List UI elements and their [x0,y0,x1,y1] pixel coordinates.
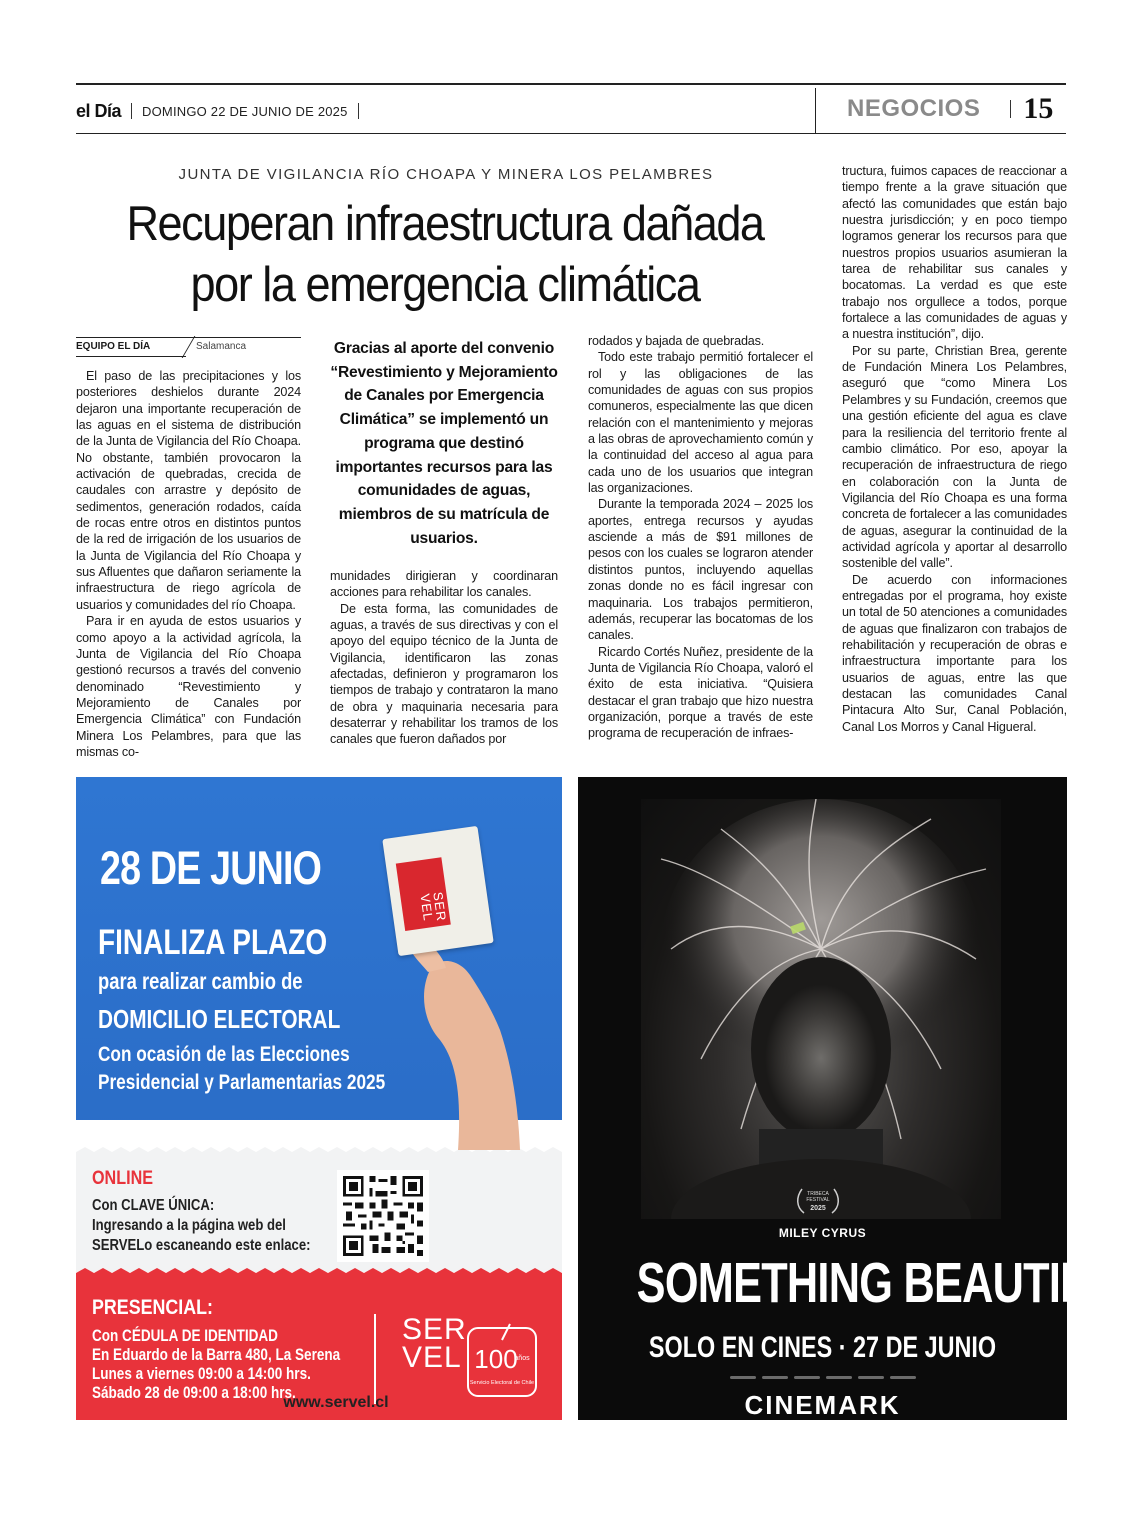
article-kicker: JUNTA DE VIGILANCIA RÍO CHOAPA Y MINERA LOS PELAMBRES [178,166,714,183]
servel-ad-date: 28 DE JUNIO [100,841,322,894]
credit-logo [890,1376,916,1379]
masthead [76,96,359,126]
servel-online-line: Ingresando a la página web del [92,1217,286,1234]
pull-quote: Gracias al aporte del convenio “Revestimiento y Mejoramiento de Canales por Emergencia Climática” se implementó un programa que destinó importantes recursos para las comunidades de aguas, miembros de su matrícula de usuarios. [330,340,558,547]
article-paragraph: Ricardo Cortés Nuñez, presidente de la Junta de Vigilancia Río Choapa, valoró el éxito de esta iniciativa. “Quisiera destacar el gran trabajo que hizo nuestra organización, porque a través de este programa de recuperación de infraes- [588,644,813,741]
qr-code-icon[interactable] [337,1170,429,1262]
movie-artist: MILEY CYRUS [778,1226,867,1240]
credit-logo [858,1376,884,1379]
anniv-label: Servicio Electoral de Chile [469,1380,535,1386]
servel-presencial-line: En Eduardo de la Barra 480, La Serena [92,1346,341,1364]
masthead-separator [358,103,359,119]
headline-line-2: por la emergencia climática [190,258,700,312]
byline-location: Salamanca [196,341,247,352]
festival-name: TRIBECA [807,1191,829,1197]
credit-logo [826,1376,852,1379]
newspaper-logo: el Día [76,100,122,121]
movie-title: SOMETHING BEAUTIFUL [636,1251,1142,1315]
servel-ad-deadline: FINALIZA PLAZO [98,923,328,962]
article-paragraph: rodados y bajada de quebradas. [588,334,765,348]
movie-release-label: SOLO EN CINES [648,1331,833,1364]
credit-logo [730,1376,756,1379]
servel-logo-divider [374,1314,376,1404]
article-paragraph: El paso de las precipitaciones y los posteriores deshielos durante 2024 dejaron una importante recuperación de las aguas en el sistema de distribución de la Junta de Vigilancia del Río Choapa. No obstante, también provocaron la activación de quebradas, crecida de caudales con arrastre y depósito de sedimentos, generación rodados, caída de rocas entre otros en distintos puntos de la red de irrigación de los usuarios de la Junta de Vigilancia del Río Choapa y sus Afluentes que dañaron seriamente la infraestructura de riego agrícola de usuarios y comunidades del río Choapa. [76,369,301,612]
headline-line-1: Recuperan infraestructura dañada [126,197,764,251]
article-paragraph: De esta forma, las comunidades de aguas, a través de sus directivas y con el apoyo del equipo técnico de la Junta de Vigilancia, identificaron las zonas afectadas, definieron y programaron los tiempos de trabajo y contrataron la mano de obra y maquinaria necesaria para desaterrar y rehabilitar los tramos de los canales que fueron dañados por [330,601,558,747]
section-header [815,88,1053,130]
servel-presencial-line: Sábado 28 de 09:00 a 18:00 hrs. [92,1384,296,1402]
voter-card-text: SER VEL [417,891,450,923]
servel-presencial-line: Con CÉDULA DE IDENTIDAD [92,1327,278,1345]
credit-logo [794,1376,820,1379]
header-bottom-rule [76,133,1066,134]
section-name: NEGOCIOS [847,95,981,122]
article-paragraph: Durante la temporada 2024 – 2025 los aportes, entrega recursos y ayudas asciende a más de $91 millones de pesos con los cuales se lograron atender distintos puntos, incluyendo aquellas zonas donde no es fácil ingresar con maquinaria. Los trabajos permitieron, además, recuperar las bocatomas de los canales. [588,497,813,643]
festival-year: 2025 [810,1205,826,1212]
section-divider [815,88,816,134]
section-separator [1010,100,1011,118]
article-paragraph: tructura, fuimos capaces de reaccionar a tiempo frente a la grave situación que afectó las comunidades que están bajo nuestra jurisdicción; y en poco tiempo logramos generar los recursos para que nuestros propios usuarios asumieran la tarea de rehabilitar sus canales y bocatomas. La verdad es que este trabajo nos orgullece a todos, porque fortalece a las comunidades de aguas y a nuestra institución”, dijo. [842,164,1067,342]
byline-underline [76,356,186,357]
movie-credit-logos [730,1376,916,1382]
article-column-3 [588,333,813,742]
byline [76,337,301,357]
byline-author: EQUIPO EL DÍA [76,341,151,352]
festival-laurel-icon [794,1185,842,1215]
article-paragraph: munidades dirigieran y coordinaran acciones para rehabilitar los canales. [330,569,558,600]
article-paragraph: Para ir en ayuda de estos usuarios y como apoyo a la actividad agrícola, la Junta de Vigilancia del Río Choapa gestionó recursos a través del convenio denominado “Revestimiento y Mejoramiento de Canales por Emergencia Climática” con Fundación Minera Los Pelambres, para que las mismas co- [76,614,301,759]
servel-website-link[interactable]: www.servel.cl [283,1394,389,1411]
servel-logo: SER VEL [402,1313,467,1374]
festival-label: FESTIVAL [806,1197,830,1203]
voter-card-label [396,857,451,931]
zigzag-divider [76,1268,562,1278]
article-column-4 [842,163,1067,735]
servel-online-line: SERVELo escaneando este enlace: [92,1237,311,1254]
article-paragraph: De acuerdo con informaciones entregadas por el programa, hoy existe un total de 50 atenciones a comunidades de aguas que finalizaron con trabajos de rehabilitación y recuperación de obras e infraestructura importante para los usuarios de aguas, entre las que destacan las comunidades Canal Pintacura Alto Sur, Canal Población, Canal Los Morros y Canal Higueral. [842,572,1067,734]
anniv-sub: años [514,1355,530,1362]
poster-artwork [641,799,1001,1219]
article-paragraph: Por su parte, Christian Brea, gerente de Fundación Minera Los Pelambres, aseguró que “como Minera Los Pelambres y su Fundación, creemos que una gestión eficiente del agua es clave para la resiliencia del territorio frente al cambio climático. Por eso, apoyar la recuperación de infraestructura de riego en colaboración con la Junta de Vigilancia del Río Choapa es una forma concreta de fortalecer a las comunidades de aguas, asegurar la continuidad de la actividad agrícola y aportar al desarrollo sostenible del valle”. [842,343,1067,571]
servel-presencial-text [92,1327,340,1403]
servel-ad-line: DOMICILIO ELECTORAL [98,1004,341,1034]
movie-release [632,1331,1013,1365]
voter-card [382,826,493,956]
article-headline [91,194,799,316]
servel-ad-occasion-line: Presidencial y Parlamentarias 2025 [98,1071,386,1094]
servel-online-text [92,1196,311,1256]
servel-ad-line: para realizar cambio de [98,968,303,994]
article-paragraph: Todo este trabajo permitió fortalecer el rol y las obligaciones de las comunidades de aguas con sus propios comuneros, especialmente las que dicen relación con el mantenimiento y mejoras a las obras de aprovechamiento común y la continuidad del acceso al agua para cada uno de los usuarios que integran las organizaciones. [588,350,813,496]
cinemark-logo: CINEMARK [744,1390,901,1420]
servel-ad-occasion-line: Con ocasión de las Elecciones [98,1043,350,1066]
header-top-rule [76,83,1066,85]
servel-presencial-line: Lunes a viernes 09:00 a 14:00 hrs. [92,1365,311,1383]
page-number: 15 [1023,92,1054,125]
movie-release-date: 27 DE JUNIO [853,1331,997,1364]
servel-100-anniversary-logo [462,1322,542,1402]
credit-logo [762,1376,788,1379]
servel-online-title: ONLINE [92,1168,154,1189]
byline-slash [182,336,196,358]
hand-illustration [400,930,540,1150]
masthead-separator [131,103,132,119]
servel-online-line: Con CLAVE ÚNICA: [92,1197,215,1214]
servel-ad-occasion [98,1041,385,1097]
anniv-number: 100 [474,1344,518,1374]
article-column-2 [330,568,558,748]
article-column-1 [76,368,301,760]
movie-release-separator: · [838,1331,847,1364]
issue-date: DOMINGO 22 DE JUNIO DE 2025 [142,103,348,119]
movie-poster-image [641,799,1001,1219]
byline-rule [76,337,301,338]
servel-presencial-title: PRESENCIAL: [92,1296,214,1319]
